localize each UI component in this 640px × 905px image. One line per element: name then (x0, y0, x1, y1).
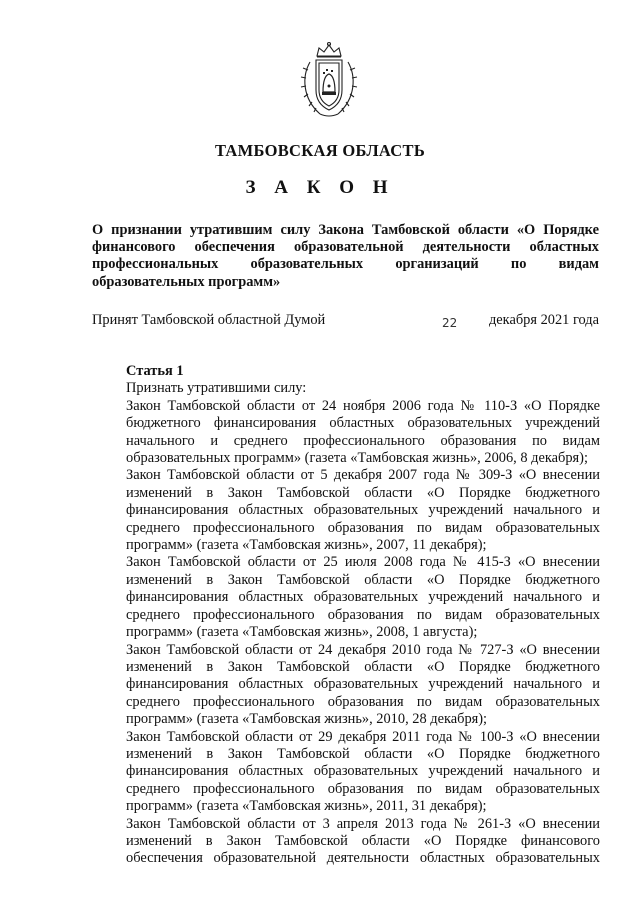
item-line: Закон Тамбовской области от 5 декабря 2007 года № 309-З «О внесении (126, 467, 600, 484)
repealed-law-item (92, 816, 600, 868)
item-line: бюджетного финансирования областных образовательных учреждений (126, 415, 600, 432)
item-line: программ» (газета «Тамбовская жизнь», 2010, 28 декабря); (126, 711, 488, 728)
repealed-law-item (92, 729, 600, 816)
coat-of-arms-icon (296, 40, 362, 120)
repealed-law-item (92, 398, 600, 468)
adopting-body: Принят Тамбовской областной Думой (92, 312, 326, 328)
law-title-line: профессиональных образовательных организаций по видам (92, 256, 599, 273)
document-type-heading: З А К О Н (245, 177, 395, 198)
repealed-law-item (92, 642, 600, 729)
item-line: финансирования областных образовательных учреждений начального и (126, 763, 600, 780)
adoption-month-year: декабря 2021 года (488, 312, 599, 328)
item-line: среднего профессионального образования по видам образовательных (126, 780, 600, 797)
item-line: Закон Тамбовской области от 3 апреля 2013 года № 261-З «О внесении (126, 815, 600, 832)
item-line: Закон Тамбовской области от 25 июля 2008 года № 415-З «О внесении (126, 554, 600, 571)
item-line: финансирования областных образовательных учреждений начального и (126, 502, 600, 519)
item-line: изменений в Закон Тамбовской области «О Порядке бюджетного (126, 745, 600, 762)
item-line: изменений в Закон Тамбовской области «О Порядке финансового (126, 832, 600, 849)
law-title (92, 222, 599, 291)
law-title-line: образовательных программ» (92, 273, 281, 290)
item-line: Закон Тамбовской области от 29 декабря 2011 года № 100-З «О внесении (126, 728, 600, 745)
item-line: программ» (газета «Тамбовская жизнь», 2008, 1 августа); (126, 624, 478, 641)
region-heading: ТАМБОВСКАЯ ОБЛАСТЬ (214, 141, 426, 160)
item-line: программ» (газета «Тамбовская жизнь», 2011, 31 декабря); (126, 798, 487, 815)
item-line: Закон Тамбовской области от 24 ноября 2006 года № 110-З «О Порядке (126, 397, 600, 414)
article-body (92, 363, 600, 868)
law-title-line: финансового обеспечения образовательной деятельности областных (92, 239, 599, 256)
item-line: образовательных программ» (газета «Тамбовская жизнь», 2006, 8 декабря); (126, 450, 588, 467)
item-line: изменений в Закон Тамбовской области «О Порядке бюджетного (126, 484, 600, 501)
item-line: изменений в Закон Тамбовской области «О Порядке бюджетного (126, 658, 600, 675)
item-line: среднего профессионального образования по видам образовательных (126, 693, 600, 710)
law-title-line: О признании утратившим силу Закона Тамбовской области «О Порядке (92, 222, 599, 238)
article-title: Статья 1 (126, 363, 184, 379)
item-line: финансирования областных образовательных учреждений начального и (126, 676, 600, 693)
item-line: изменений в Закон Тамбовской области «О Порядке бюджетного (126, 571, 600, 588)
adoption-day: 22 (442, 316, 458, 330)
item-line: финансирования областных образовательных учреждений начального и (126, 589, 600, 606)
item-line: начального и среднего профессионального образования по видам (126, 432, 600, 449)
item-line: программ» (газета «Тамбовская жизнь», 2007, 11 декабря); (126, 537, 487, 554)
item-line: Закон Тамбовской области от 24 декабря 2010 года № 727-З «О внесении (126, 641, 600, 658)
item-line: среднего профессионального образования по видам образовательных (126, 519, 600, 536)
item-line: обеспечения образовательной деятельности областных образовательных (126, 850, 600, 867)
article-intro: Признать утратившими силу: (126, 380, 307, 397)
repealed-law-item (92, 467, 600, 554)
item-line: среднего профессионального образования по видам образовательных (126, 606, 600, 623)
repealed-law-item (92, 554, 600, 641)
